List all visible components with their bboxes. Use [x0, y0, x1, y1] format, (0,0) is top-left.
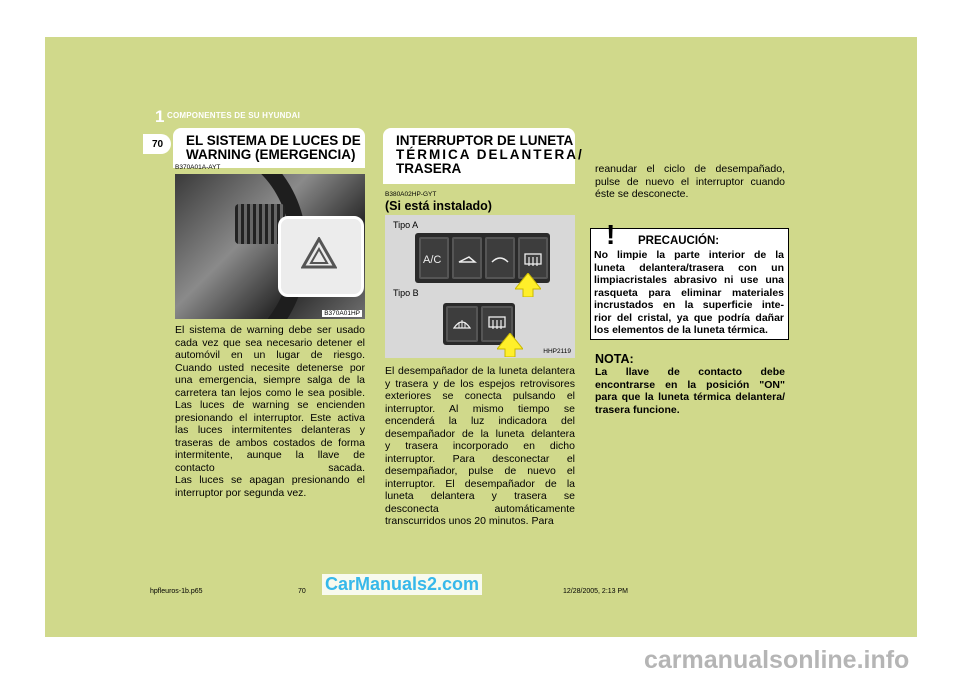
section-title-line: INTERRUPTOR DE LUNETA — [396, 133, 574, 148]
image-code: HHP2119 — [543, 348, 571, 355]
body-line: Las luces se apagan presionando el — [175, 474, 365, 486]
caution-line: limpiacristales abrasivo ni use una — [594, 274, 784, 286]
body-line: transcurridos unos 20 minutos. Para — [385, 515, 554, 527]
fresh-air-button — [485, 237, 515, 279]
body-line: intermitente, aunque la llave de — [175, 449, 365, 461]
rear-defrost-icon — [488, 316, 506, 330]
body-line: carretera tan lejos como le sea posible. — [175, 386, 365, 399]
caution-box — [590, 219, 789, 340]
body-line: éste se desconecte. — [595, 188, 689, 200]
body-line: cada vez que sea necesario detener el — [175, 336, 365, 349]
body-line: desconecta automáticamente — [385, 502, 575, 515]
caution-line: No limpie la parte interior de la — [594, 249, 784, 261]
note-line: para que la luneta térmica delantera/ — [595, 391, 785, 403]
caution-line: rior del cristal, ya que podría dañar — [594, 311, 784, 324]
body-line: encenderá la luz indicadora del — [385, 415, 575, 427]
body-line: contacto sacada. — [175, 461, 365, 474]
middle-body-text — [385, 365, 575, 528]
body-line: El sistema de warning debe ser usado — [175, 324, 365, 336]
body-line: exteriores se conecta pulsando el — [385, 390, 575, 402]
caution-line: los elementos de la luneta térmica. — [594, 324, 768, 336]
tipo-a-label: Tipo A — [393, 220, 419, 230]
body-line: luneta delantera y trasera se — [385, 490, 575, 502]
caution-line: luneta delantera/trasera con un — [594, 261, 784, 274]
footer-page: 70 — [298, 588, 306, 595]
note-line: encontrarse en la posición "ON" — [595, 378, 785, 391]
hazard-switch-photo — [175, 174, 365, 319]
chapter-title: COMPONENTES DE SU HYUNDAI — [167, 111, 301, 120]
body-line: presionando el interruptor. Este activa — [175, 411, 365, 424]
note-title: NOTA: — [595, 352, 634, 366]
body-line: pulse de nuevo el interruptor cuando — [595, 175, 785, 188]
footer-timestamp: 12/28/2005, 2:13 PM — [563, 588, 628, 595]
front-defrost-icon — [453, 316, 471, 330]
warning-icon: ! — [606, 219, 616, 250]
watermark: CarManuals2.com — [322, 574, 482, 595]
body-line: y trasera incorporado en dicho — [385, 440, 575, 452]
body-line: y trasera y de los espejos retrovisores — [385, 377, 575, 390]
front-defrost-button — [446, 306, 478, 342]
body-line: traseras de ambos costados de forma — [175, 436, 365, 449]
pointer-arrow-icon — [515, 273, 541, 297]
note-line: La llave de contacto debe — [595, 366, 785, 378]
chapter-number: 1 — [155, 107, 165, 126]
left-body-text — [175, 324, 365, 499]
body-line: interruptor por segunda vez. — [175, 486, 307, 499]
caution-line: rasqueta para eliminar materiales — [594, 286, 784, 299]
section-title-line: WARNING (EMERGENCIA) — [186, 147, 356, 162]
section-title-line: EL SISTEMA DE LUCES DE — [186, 133, 361, 148]
body-line: desempañador, pulse de nuevo el — [385, 465, 575, 477]
defroster-switch-figure — [385, 215, 575, 358]
body-line: Cuando usted necesite detenerse por — [175, 361, 365, 374]
subtitle: (Si está instalado) — [385, 199, 492, 213]
body-line: interruptor. Para desconectar el — [385, 452, 575, 465]
recirculation-icon — [457, 254, 477, 264]
right-body-text — [595, 163, 785, 201]
body-line: las luces intermitentes delanteras y — [175, 424, 365, 436]
rear-defrost-icon — [524, 253, 542, 267]
ac-label: A/C — [423, 254, 442, 266]
note-line: trasera funcione. — [595, 403, 680, 416]
body-line: reanudar el ciclo de desempañado, — [595, 163, 785, 175]
caution-title: PRECAUCIÓN: — [638, 235, 720, 247]
tipo-b-label: Tipo B — [393, 288, 419, 298]
caution-line: incrustados en la superficie inte- — [594, 299, 784, 311]
hazard-triangle-icon — [301, 237, 337, 269]
body-line: Las luces de warning se encienden — [175, 399, 365, 411]
ac-button — [419, 237, 449, 279]
caution-text — [594, 249, 784, 337]
pointer-arrow-icon — [497, 333, 523, 357]
body-line: desempañador de la luneta delantera — [385, 427, 575, 440]
body-line: automóvil en un lugar de riesgo. — [175, 349, 365, 361]
section-code: B370A01A-AYT — [175, 164, 221, 171]
page-number: 70 — [152, 139, 164, 150]
footer-filename: hpfleuros-1b.p65 — [150, 588, 203, 595]
body-line: interruptor. El desempañador de la — [385, 477, 575, 490]
fresh-air-icon — [490, 254, 510, 264]
section-title-line: TRASERA — [396, 161, 462, 176]
caution-symbol — [599, 221, 627, 249]
note-text — [595, 366, 785, 416]
bottom-watermark: carmanualsonline.info — [644, 646, 910, 674]
recirculation-button — [452, 237, 482, 279]
image-code: B370A01HP — [324, 310, 360, 317]
body-line: interruptor. Al mismo tiempo se — [385, 402, 575, 415]
body-line: El desempañador de la luneta delantera — [385, 365, 575, 377]
section-title-line: TÉRMICA DELANTERA/ — [396, 147, 584, 162]
body-line: una emergencia, siempre salga de la — [175, 374, 365, 386]
section-code: B380A02HP-GYT — [385, 191, 437, 198]
